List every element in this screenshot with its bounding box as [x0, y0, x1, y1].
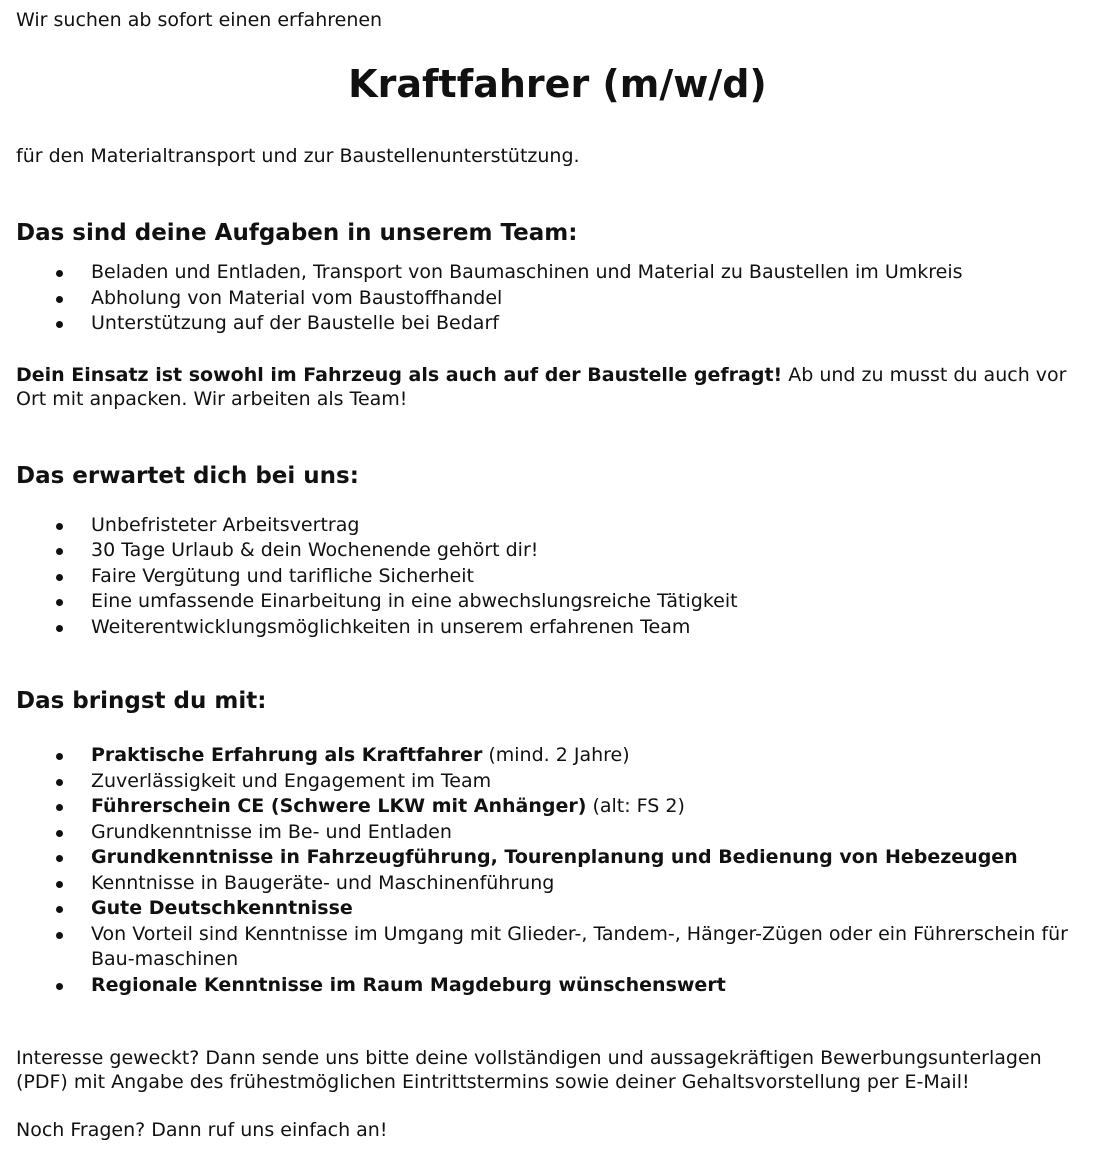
item-rest: Zuverlässigkeit und Engagement im Team	[91, 769, 492, 792]
offer-list	[16, 513, 1099, 641]
list-item: Unbefristeter Arbeitsvertrag	[16, 513, 1099, 539]
list-item: 30 Tage Urlaub & dein Wochenende gehört dir!	[16, 538, 1099, 564]
page-title: Kraftfahrer (m/w/d)	[348, 62, 767, 106]
list-item: Eine umfassende Einarbeitung in eine abwechslungsreiche Tätigkeit	[16, 589, 1099, 615]
item-rest: Kenntnisse in Baugeräte- und Maschinenführung	[91, 871, 555, 894]
profile-list	[16, 743, 1099, 998]
item-rest: (alt: FS 2)	[586, 795, 685, 817]
list-item	[16, 896, 1099, 922]
profile-heading: Das bringst du mit:	[16, 688, 267, 714]
intro-text: Wir suchen ab sofort einen erfahrenen	[16, 9, 383, 31]
list-item: Faire Vergütung und tarifliche Sicherheit	[16, 564, 1099, 590]
tasks-heading: Das sind deine Aufgaben in unserem Team:	[16, 220, 578, 246]
list-item: Weiterentwicklungsmöglichkeiten in unserem erfahrenen Team	[16, 615, 1099, 641]
tasks-note	[16, 363, 1099, 411]
list-item	[16, 922, 1099, 973]
tasks-note-rest: Ab und zu musst du auch vor Ort mit anpacken. Wir arbeiten als Team!	[16, 363, 1067, 410]
list-item	[16, 794, 1099, 820]
item-bold: Grundkenntnisse in Fahrzeugführung, Tourenplanung und Bedienung von Hebezeugen	[91, 846, 1018, 868]
list-item	[16, 820, 1099, 846]
tasks-note-bold: Dein Einsatz ist sowohl im Fahrzeug als auch auf der Baustelle gefragt!	[16, 363, 783, 386]
item-bold: Gute Deutschkenntnisse	[91, 897, 353, 919]
question-text: Noch Fragen? Dann ruf uns einfach an!	[16, 1119, 388, 1141]
offer-heading: Das erwartet dich bei uns:	[16, 462, 359, 489]
item-bold: Regionale Kenntnisse im Raum Magdeburg wünschenswert	[91, 973, 726, 996]
subline-text: für den Materialtransport und zur Baustellenunterstützung.	[16, 145, 580, 167]
item-rest: Von Vorteil sind Kenntnisse im Umgang mit Glieder-, Tandem-, Hänger-Zügen oder ein Führerschein für Bau-maschinen	[91, 922, 1068, 970]
tasks-list	[16, 260, 1099, 337]
list-item	[16, 845, 1099, 871]
item-rest: Grundkenntnisse im Be- und Entladen	[91, 820, 452, 843]
closing-text: Interesse geweckt? Dann sende uns bitte deine vollständigen und aussagekräftigen Bewerbungsunterlagen (PDF) mit Angabe des frühestmöglichen Eintrittstermins sowie deiner Gehaltsvorstellung per E-Mail!	[16, 1047, 1042, 1093]
item-bold: Praktische Erfahrung als Kraftfahrer	[91, 744, 483, 766]
list-item	[16, 743, 1099, 769]
list-item: Abholung von Material vom Baustoffhandel	[16, 286, 1099, 312]
list-item: Beladen und Entladen, Transport von Baumaschinen und Material zu Baustellen im Umkreis	[16, 260, 1099, 286]
list-item	[16, 871, 1099, 897]
list-item	[16, 973, 1099, 999]
list-item	[16, 769, 1099, 795]
item-bold: Führerschein CE (Schwere LKW mit Anhänger)	[91, 795, 587, 817]
item-rest: (mind. 2 Jahre)	[482, 744, 630, 766]
list-item: Unterstützung auf der Baustelle bei Bedarf	[16, 311, 1099, 337]
